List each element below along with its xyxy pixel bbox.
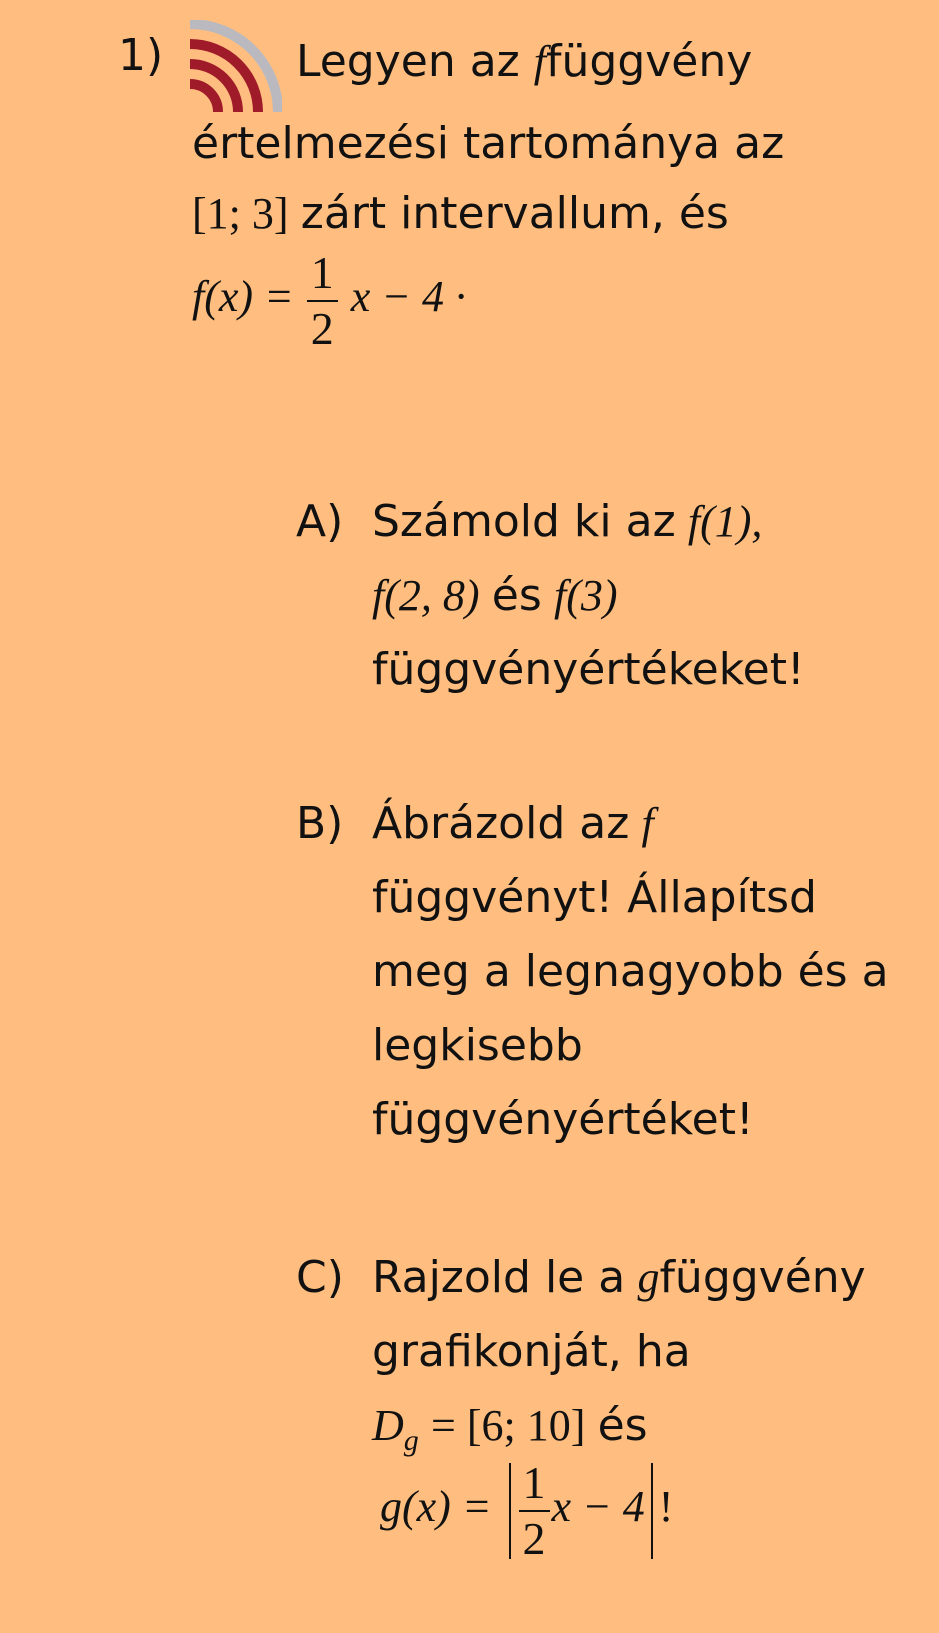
problem-number: 1) [118,30,164,81]
f-def-lhs: f(x) = [192,272,294,322]
f-definition [192,247,466,354]
g-def-exclamation: ! [658,1482,674,1532]
part-a-line-2 [372,570,618,621]
fraction-half [307,247,338,354]
fraction-bar [519,1510,550,1512]
part-b-label: B) [296,798,344,849]
part-c-line-2: grafikonját, ha [372,1326,691,1377]
part-a-and: és [491,570,542,621]
domain-subscript: g [403,1423,419,1457]
part-a-line-1 [372,496,762,547]
intro-text-end: függvény [546,36,753,87]
part-c-domain [372,1400,648,1458]
fraction-numerator: 1 [522,1457,546,1508]
f-def-rhs: x − 4 · [350,272,466,322]
part-a-math-f3: f(3) [554,571,618,620]
part-c-text: Rajzold le a [372,1252,626,1303]
sound-waves-icon [190,20,282,112]
domain-d: D [372,1401,404,1450]
fraction-denominator: 2 [522,1513,546,1564]
part-b-line-5: függvényértéket! [372,1094,754,1145]
g-def-rhs: x − 4 [551,1482,645,1532]
part-b-line-4: legkisebb [372,1020,583,1071]
part-c-g-symbol: g [637,1253,660,1302]
part-c-text-end: függvény [659,1252,866,1303]
part-b-line-1 [372,798,654,849]
part-b-line-2: függvényt! Állapítsd [372,872,817,923]
fraction-half-g [519,1457,550,1564]
part-c-label: C) [296,1252,344,1303]
f-symbol: f [533,37,547,86]
part-c-line-1 [372,1252,866,1303]
intro-line-1 [296,36,752,87]
part-a-label: A) [296,496,344,547]
intro-line-2: értelmezési tartománya az [192,118,785,169]
g-def-lhs: g(x) = [380,1482,492,1532]
intro-text: Legyen az [296,36,520,87]
domain-interval: = [6; 10] [431,1401,586,1450]
intro-line-3-text: zárt intervallum, és [300,188,729,239]
intro-line-3 [192,188,729,239]
g-definition [380,1457,674,1564]
part-a-math-f28: f(2, 8) [372,571,480,620]
fraction-bar [307,300,338,302]
part-b-f-symbol: f [641,799,654,848]
interval: [1; 3] [192,189,289,238]
part-a-math-f1: f(1), [687,497,763,546]
part-b-line-3: meg a legnagyobb és a [372,946,889,997]
abs-bar-right [651,1463,653,1559]
part-b-text: Ábrázold az [372,798,630,849]
fraction-numerator: 1 [310,247,334,298]
abs-bar-left [509,1463,511,1559]
part-a-text: Számold ki az [372,496,676,547]
domain-and: és [597,1400,648,1451]
part-a-line-3: függvényértékeket! [372,644,805,695]
fraction-denominator: 2 [310,303,334,354]
